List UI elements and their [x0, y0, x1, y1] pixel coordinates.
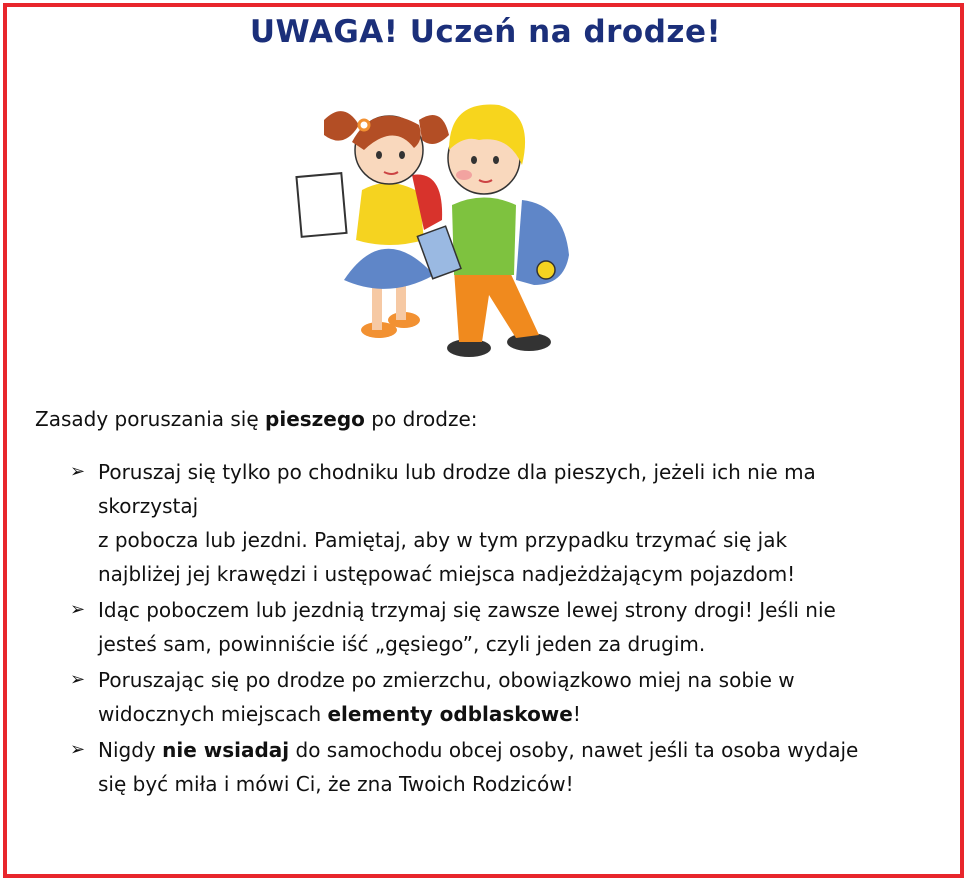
- rule-item: [70, 455, 950, 591]
- rule-line: skorzystaj: [98, 494, 199, 518]
- rule-text: do samochodu obcej osoby, nawet jeśli ta osoba wydaje: [289, 738, 859, 762]
- rule-bold-text: nie wsiadaj: [162, 738, 290, 762]
- rule-line: [98, 697, 950, 731]
- rule-line: jesteś sam, powinniście iść „gęsiego”, czyli jeden za drugim.: [98, 632, 706, 656]
- rule-line: Poruszaj się tylko po chodniku lub drodze dla pieszych, jeżeli ich nie ma: [98, 460, 816, 484]
- rule-bold-text: elementy odblaskowe: [327, 702, 573, 726]
- rule-line: [98, 733, 950, 767]
- intro-text-end: po drodze:: [364, 407, 478, 431]
- rule-line: Poruszając się po drodze po zmierzchu, obowiązkowo miej na sobie w: [98, 668, 795, 692]
- rule-line: Idąc poboczem lub jezdnią trzymaj się zawsze lewej strony drogi! Jeśli nie: [98, 598, 836, 622]
- girl-figure: [296, 111, 449, 338]
- intro-text: Zasady poruszania się: [35, 407, 266, 431]
- intro-bold-word: pieszego: [265, 407, 365, 431]
- rule-line: najbliżej jej krawędzi i ustępować miejsca nadjeżdżającym pojazdom!: [98, 562, 796, 586]
- rule-item: [70, 593, 950, 661]
- arrow-bullet-icon: ➢: [70, 739, 86, 760]
- arrow-bullet-icon: ➢: [70, 461, 86, 482]
- rules-intro: [35, 407, 478, 431]
- boy-figure: [417, 105, 569, 357]
- arrow-bullet-icon: ➢: [70, 669, 86, 690]
- rule-line: z pobocza lub jezdni. Pamiętaj, aby w tym przypadku trzymać się jak: [98, 528, 788, 552]
- rule-line: się być miła i mówi Ci, że zna Twoich Rodziców!: [98, 772, 574, 796]
- rule-item: [70, 733, 950, 801]
- rule-text: !: [572, 702, 581, 726]
- rule-text: Nigdy: [98, 738, 163, 762]
- page-title: UWAGA! Uczeń na drodze!: [249, 14, 722, 50]
- rules-list: [70, 455, 950, 803]
- rule-item: [70, 663, 950, 731]
- children-going-to-school-icon: [284, 80, 584, 380]
- rule-text: widocznych miejscach: [98, 702, 328, 726]
- arrow-bullet-icon: ➢: [70, 599, 86, 620]
